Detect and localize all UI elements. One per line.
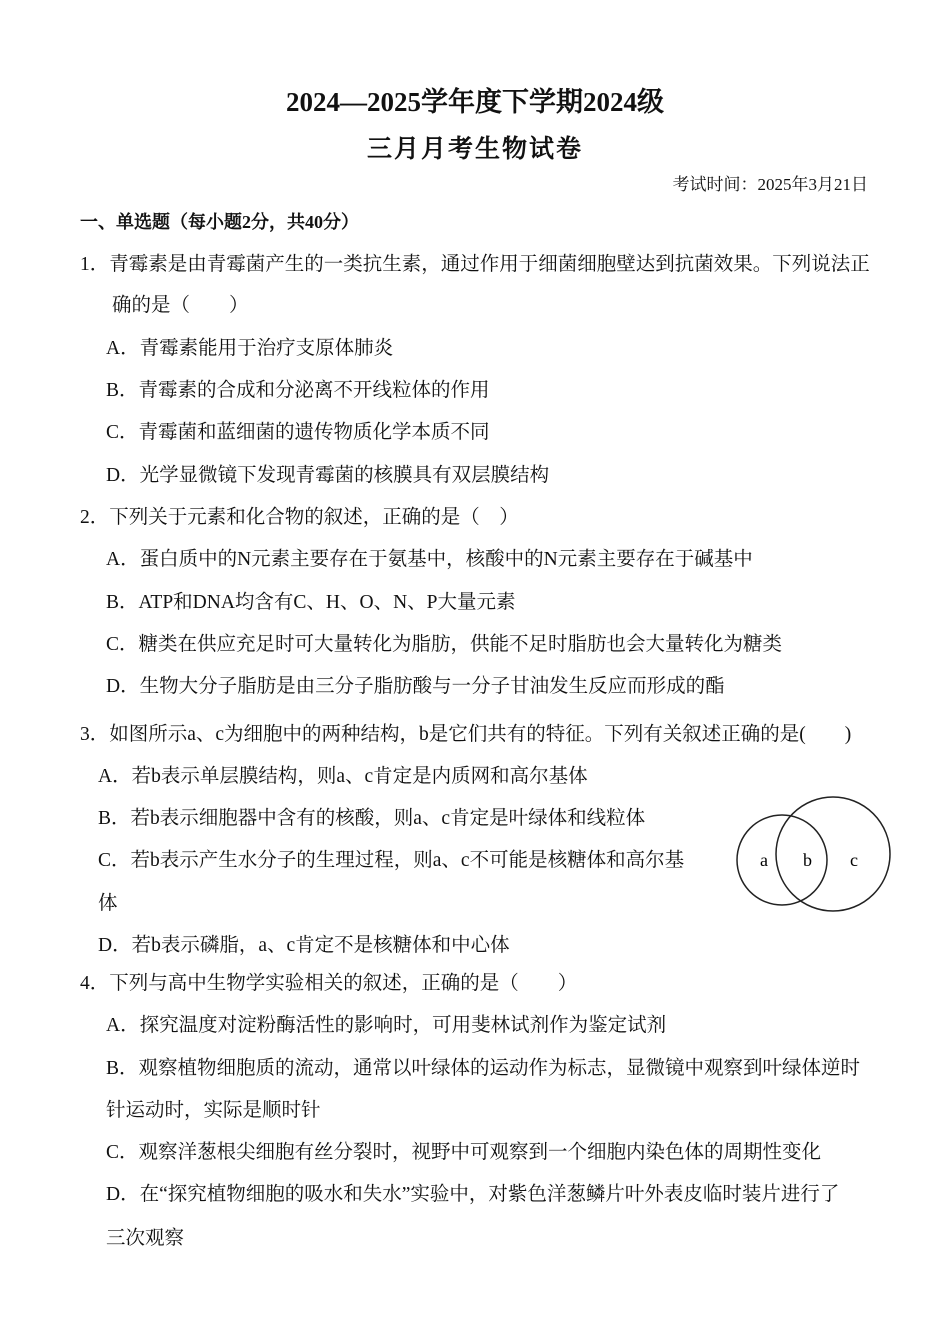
question-2-stem: 2．下列关于元素和化合物的叙述，正确的是（ ） <box>80 507 519 528</box>
question-3-option-a: A．若b表示单层膜结构，则a、c肯定是内质网和高尔基体 <box>98 766 588 787</box>
question-1-stem: 1．青霉素是由青霉菌产生的一类抗生素，通过作用于细菌细胞壁达到抗菌效果。下列说法正 <box>80 254 870 275</box>
question-4-option-b: B．观察植物细胞质的流动，通常以叶绿体的运动作为标志，显微镜中观察到叶绿体逆时 <box>106 1058 861 1079</box>
section-heading: 一、单选题（每小题2分，共40分） <box>80 212 359 232</box>
exam-date: 考试时间：2025年3月21日 <box>672 175 868 194</box>
question-3-option-d: D．若b表示磷脂，a、c肯定不是核糖体和中心体 <box>98 935 510 956</box>
question-1-option-b: B．青霉素的合成和分泌离不开线粒体的作用 <box>106 380 490 401</box>
question-3-stem: 3．如图所示a、c为细胞中的两种结构，b是它们共有的特征。下列有关叙述正确的是( ) <box>80 724 852 745</box>
question-3-option-c: C．若b表示产生水分子的生理过程，则a、c不可能是核糖体和高尔基 <box>98 850 685 871</box>
question-4-option-c: C．观察洋葱根尖细胞有丝分裂时，视野中可观察到一个细胞内染色体的周期性变化 <box>106 1142 822 1163</box>
question-2-option-d: D．生物大分子脂肪是由三分子脂肪酸与一分子甘油发生反应而形成的酯 <box>106 676 725 697</box>
question-4-option-d-cont: 三次观察 <box>106 1228 185 1249</box>
question-1-option-d: D．光学显微镜下发现青霉菌的核膜具有双层膜结构 <box>106 465 550 486</box>
question-3-option-c-cont: 体 <box>98 893 118 914</box>
venn-diagram <box>730 792 895 917</box>
exam-subtitle: 三月月考生物试卷 <box>366 136 583 163</box>
venn-label-c: c <box>850 850 858 870</box>
question-2-option-c: C．糖类在供应充足时可大量转化为脂肪，供能不足时脂肪也会大量转化为糖类 <box>106 634 783 655</box>
question-4-option-a: A．探究温度对淀粉酶活性的影响时，可用斐林试剂作为鉴定试剂 <box>106 1015 667 1036</box>
question-4-stem: 4．下列与高中生物学实验相关的叙述，正确的是（ ） <box>80 973 578 994</box>
question-1-option-c: C．青霉菌和蓝细菌的遗传物质化学本质不同 <box>106 422 490 443</box>
question-3-option-b: B．若b表示细胞器中含有的核酸，则a、c肯定是叶绿体和线粒体 <box>98 808 646 829</box>
question-1-option-a: A．青霉素能用于治疗支原体肺炎 <box>106 338 394 359</box>
question-2-option-b: B．ATP和DNA均含有C、H、O、N、P大量元素 <box>106 592 516 613</box>
exam-title: 2024—2025学年度下学期2024级 <box>286 87 664 117</box>
question-4-option-b-cont: 针运动时，实际是顺时针 <box>106 1100 321 1121</box>
venn-circle-c <box>776 797 890 911</box>
question-1-stem-cont: 确的是（ ） <box>112 295 249 316</box>
question-2-option-a: A．蛋白质中的N元素主要存在于氨基中，核酸中的N元素主要存在于碱基中 <box>106 549 753 570</box>
question-4-option-d: D．在“探究植物细胞的吸水和失水”实验中，对紫色洋葱鳞片叶外表皮临时装片进行了 <box>106 1184 840 1205</box>
venn-label-a: a <box>760 850 768 870</box>
venn-label-b: b <box>803 850 812 870</box>
